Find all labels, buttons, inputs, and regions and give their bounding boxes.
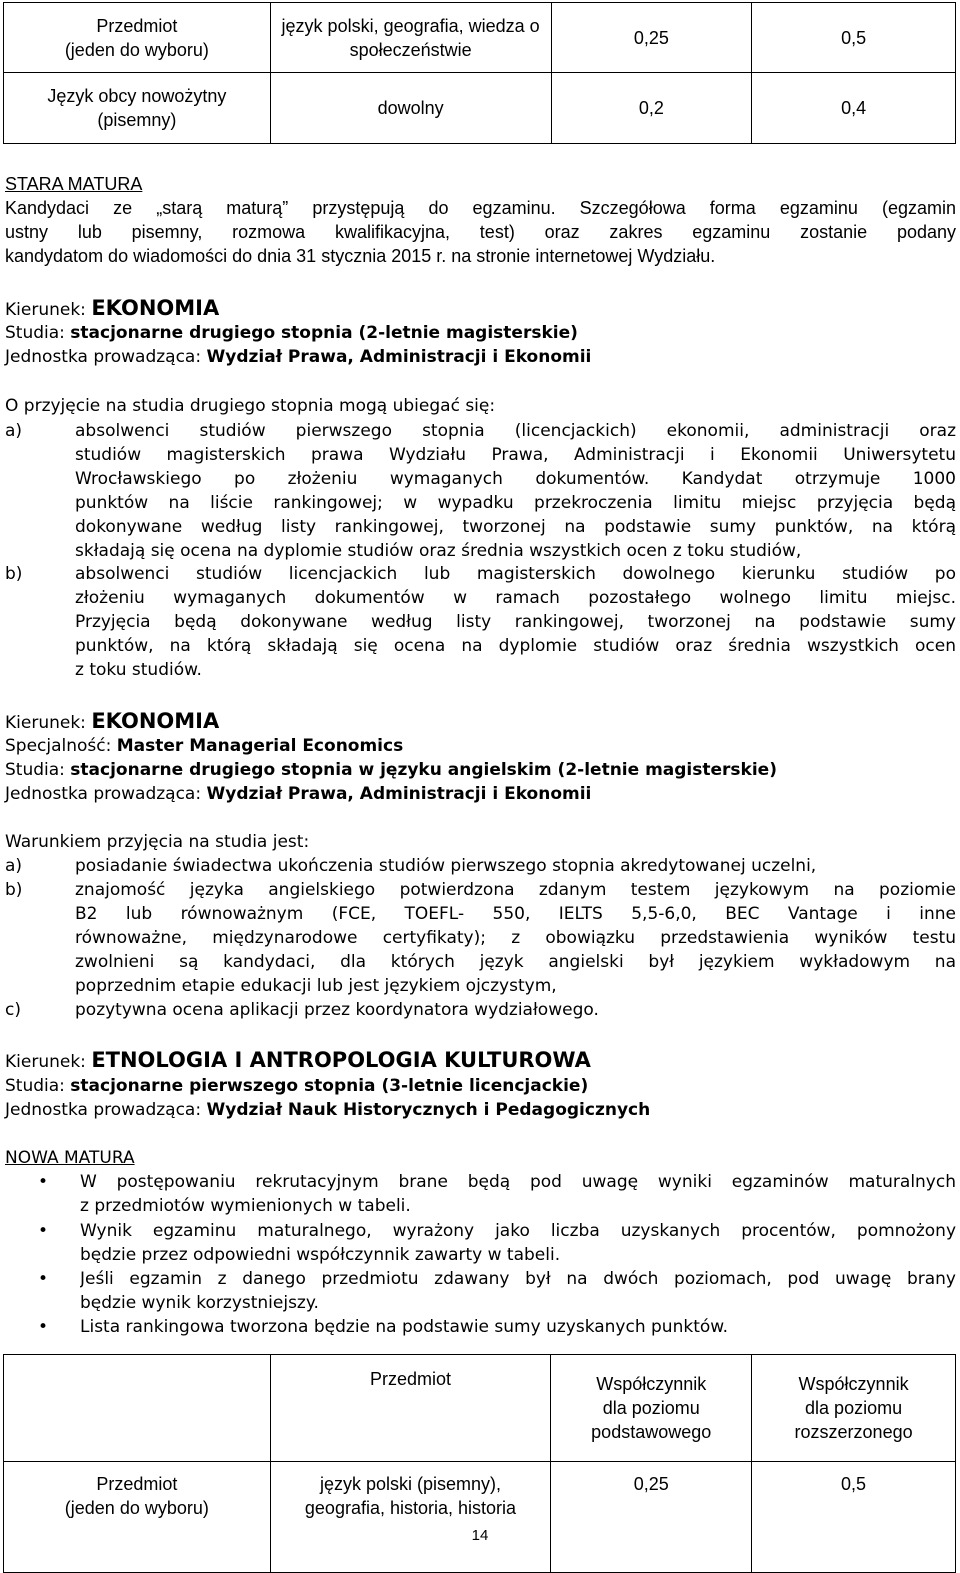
table-cell: 0,5 (752, 3, 956, 73)
studia-line: Studia: stacjonarne pierwszego stopnia (3-letnie licencjackie) (5, 1076, 589, 1096)
top-table (3, 2, 956, 144)
nowa-matura-heading: NOWA MATURA (5, 1148, 135, 1168)
kierunek-line: Kierunek: ETNOLOGIA I ANTROPOLOGIA KULTUROWA (5, 1048, 591, 1072)
jednostka-line: Jednostka prowadząca: Wydział Nauk Historycznych i Pedagogicznych (5, 1100, 651, 1120)
studia-line: Studia: stacjonarne drugiego stopnia (2-letnie magisterskie) (5, 323, 578, 343)
table-header-cell: Współczynnik dla poziomu podstawowego (551, 1355, 752, 1462)
bullet-icon: • (38, 1221, 49, 1241)
stara-matura-heading: STARA MATURA (5, 174, 143, 194)
table-header-cell: Współczynnik dla poziomu rozszerzonego (752, 1355, 956, 1462)
table-cell: Język obcy nowożytny (pisemny) (4, 73, 271, 144)
table-cell: dowolny (270, 73, 551, 144)
page-number: 14 (471, 1527, 489, 1544)
jednostka-line: Jednostka prowadząca: Wydział Prawa, Administracji i Ekonomii (5, 784, 592, 804)
bullet-icon: • (38, 1269, 49, 1289)
table-row (4, 1462, 956, 1573)
table-header-cell (4, 1355, 271, 1462)
stara-matura-paragraph: Kandydaci ze „starą maturą” przystępują do egzaminu. Szczegółowa forma egzaminu (egzamin ustny lub pisemny, rozmowa kwalifikacyjna, test) oraz zakres egzaminu zostanie podany kandydatom do wiadomości do dnia 31 stycznia 2015 r. na stronie internetowej Wydziału. (5, 198, 956, 266)
table-cell: 0,25 (551, 1462, 752, 1573)
table-header-row (4, 1355, 956, 1462)
table-cell: 0,4 (752, 73, 956, 144)
bullet-icon: • (38, 1317, 49, 1337)
table-cell: Przedmiot (jeden do wyboru) (4, 3, 271, 73)
table-row (4, 3, 956, 73)
kierunek-line: Kierunek: EKONOMIA (5, 296, 220, 320)
table-cell: 0,25 (551, 3, 752, 73)
table-header-cell: Przedmiot (270, 1355, 551, 1462)
jednostka-line: Jednostka prowadząca: Wydział Prawa, Administracji i Ekonomii (5, 347, 592, 367)
table-cell: Przedmiot (jeden do wyboru) (4, 1462, 271, 1573)
table-cell: 0,2 (551, 73, 752, 144)
table-cell: język polski, geografia, wiedza o społeczeństwie (270, 3, 551, 73)
table-cell: 0,5 (752, 1462, 956, 1573)
bullet-icon: • (38, 1172, 49, 1192)
kierunek-line: Kierunek: EKONOMIA (5, 709, 220, 733)
intro-text: O przyjęcie na studia drugiego stopnia mogą ubiegać się: (5, 396, 496, 416)
intro-text: Warunkiem przyjęcia na studia jest: (5, 832, 310, 852)
specjalnosc-line: Specjalność: Master Managerial Economics (5, 736, 404, 756)
studia-line: Studia: stacjonarne drugiego stopnia w języku angielskim (2-letnie magisterskie) (5, 760, 777, 780)
table-row (4, 73, 956, 144)
table-cell: język polski (pisemny), geografia, historia, historia (270, 1462, 551, 1573)
